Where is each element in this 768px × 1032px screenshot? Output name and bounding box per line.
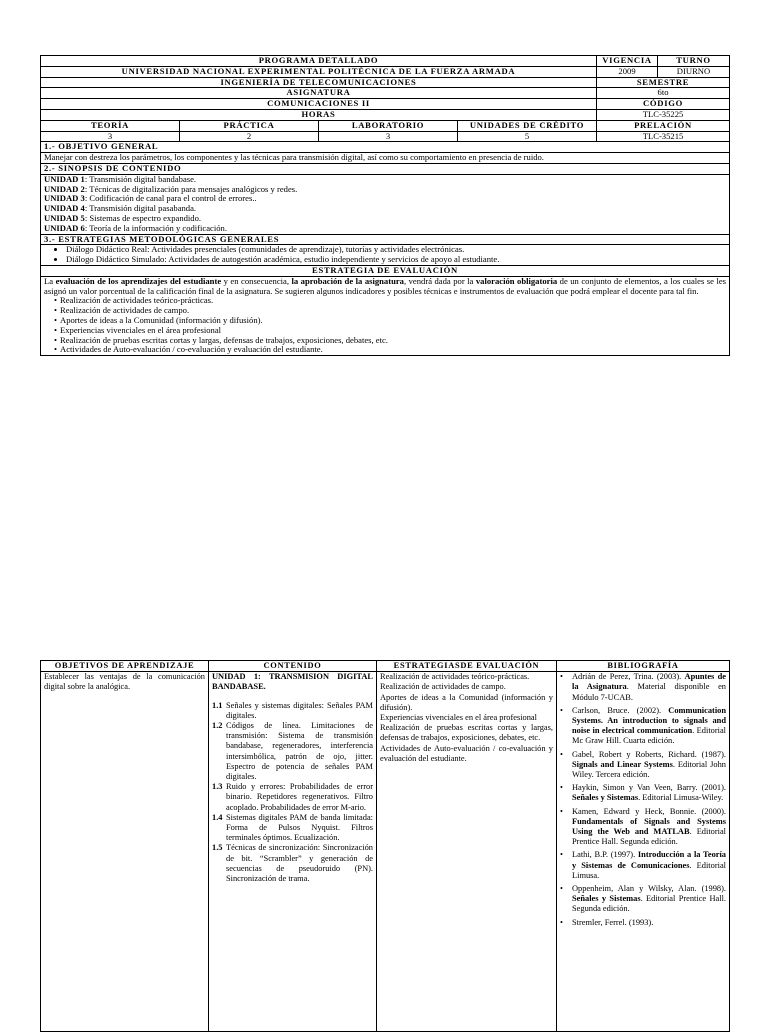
laboratorio-value: 3: [319, 131, 458, 142]
practica-label: PRÁCTICA: [180, 120, 319, 131]
subtema: 1.3 Ruido y errores: Probabilidades de error binario. Repetidores regenerativos. Filtro acoplado. Probabilidades de error M-ario.: [212, 782, 373, 812]
evaluacion-cell: [377, 672, 557, 1032]
sinopsis-unit: UNIDAD 1: Transmisión digital bandabase.: [44, 173, 197, 184]
estrategias-title: 3.- ESTRATEGIAS METODOLÓGICAS GENERALES: [41, 234, 730, 245]
bib-entry: • Haykin, Simon y Van Veen, Barry. (2001). Señales y Sistemas. Editorial Limusa-Wiley.: [560, 783, 726, 803]
subtema: 1.4 Sistemas digitales PAM de banda limitada: Forma de Pulsos Nyquist. Filtros terminales óptimos. Ecualización.: [212, 812, 373, 843]
laboratorio-label: LABORATORIO: [319, 120, 458, 131]
estrategia-item: • Diálogo Didáctico Simulado: Actividades de autogestión académica, estudio independiente y servicios de apoyo al estudiante.: [66, 255, 726, 265]
evaluacion-paragraph: La evaluación de los aprendizajes del estudiante y en consecuencia, la aprobación de la asignatura, vendrá dada por la valoración obligatoria de un conjunto de elementos, a los cuales se les asignó un valor porcentual de la calificación final de la asignatura. Se sugieren algunos indicadores y posibles técnicas e instrumentos de evaluación que podrá emplear el docente para tal fin.: [44, 275, 727, 296]
semestre-value: 6to: [597, 88, 730, 99]
col-header-evaluacion: ESTRATEGIASDE EVALUACIÓN: [377, 661, 557, 672]
asignatura-label: ASIGNATURA: [41, 88, 597, 99]
horas-label: HORAS: [41, 109, 597, 120]
prelacion-value: TLC-35215: [597, 131, 730, 142]
bib-entry: • Gabel, Robert y Roberts, Richard. (1987). Signals and Linear Systems. Editorial John Wiley. Tercera edición.: [560, 749, 726, 780]
teoria-value: 3: [41, 131, 180, 142]
evaluacion-item: • Experiencias vivenciales en el área profesional: [44, 326, 726, 336]
evaluacion-item: • Realización de actividades de campo.: [44, 306, 726, 316]
sinopsis-unit: UNIDAD 3: Codificación de canal para el control de errores..: [44, 193, 257, 204]
col-header-objetivos: OBJETIVOS DE APRENDIZAJE: [41, 661, 209, 672]
sinopsis-unit: UNIDAD 5: Sistemas de espectro expandido.: [44, 212, 202, 223]
col-header-bibliografia: BIBLIOGRAFÍA: [557, 661, 730, 672]
bib-entry: • Lathi, B.P. (1997). Introducción a la Teoría y Sistemas de Comunicaciones. Editorial Limusa.: [560, 850, 726, 880]
evaluacion-item: • Realización de actividades teórico-prácticas.: [44, 296, 726, 306]
sinopsis-title: 2.- SINOPSIS DE CONTENIDO: [41, 163, 730, 174]
subtema: 1.2 Códigos de línea. Limitaciones de transmisión: Sistema de transmisión bandabase, regeneradores, interferencia intersimbólica, patrón de ojo, jitter. Espectro de potencia de señales PAM digitales.: [212, 721, 373, 782]
evaluacion-body: [41, 276, 730, 355]
bib-entry: • Oppenheim, Alan y Wilsky, Alan. (1998). Señales y Sistemas. Editorial Prentice Hall. Segunda edición.: [560, 884, 726, 914]
semestre-label: SEMESTRE: [597, 77, 730, 88]
bib-entry: • Kamen, Edward y Heck, Bonnie. (2000). Fundamentals of Signals and Systems Using the Web and MATLAB. Editorial Prentice Hall. Segunda edición.: [560, 806, 726, 847]
turno-value: DIURNO: [658, 66, 730, 77]
objetivo-text: Manejar con destreza los parámetros, los componentes y las técnicas para transmisión digital, así como su comportamiento en presencia de ruido.: [41, 153, 730, 164]
objetivo-title: 1.- OBJETIVO GENERAL: [41, 142, 730, 153]
bibliografia-cell: [557, 672, 730, 1032]
evaluacion-line: Actividades de Auto-evaluación / co-evaluación y evaluación del estudiante.: [380, 743, 553, 763]
contenido-cell: [209, 672, 377, 1032]
turno-label: TURNO: [658, 56, 730, 67]
programa-title: PROGRAMA DETALLADO: [41, 56, 597, 67]
evaluacion-line: Realización de actividades teórico-prácticas.: [380, 672, 530, 682]
subtema: 1.1 Señales y sistemas digitales: Señales PAM digitales.: [212, 700, 373, 720]
evaluacion-item: • Actividades de Auto-evaluación / co-evaluación y evaluación del estudiante.: [44, 345, 726, 355]
vigencia-label: VIGENCIA: [597, 56, 658, 67]
programa-table: [40, 55, 730, 356]
unidad-title: UNIDAD 1: TRANSMISION DIGITAL BANDABASE.: [212, 672, 373, 692]
vigencia-value: 2009: [597, 66, 658, 77]
objetivo-cell: Establecer las ventajas de la comunicación digital sobre la analógica.: [41, 672, 209, 1032]
evaluacion-item: • Aportes de ideas a la Comunidad (información y difusión).: [44, 316, 726, 326]
estrategia-item: • Diálogo Didáctico Real: Actividades presenciales (comunidades de aprendizaje), tutorías y actividades electrónicas.: [66, 245, 726, 255]
bib-entry: • Adrián de Perez, Trina. (2003). Apuntes de la Asignatura. Material disponible en Módulo 7-UCAB.: [560, 672, 726, 702]
evaluacion-line: Realización de pruebas escritas cortas y largas, defensas de trabajos, exposiciones, debates, etc.: [380, 723, 553, 743]
evaluacion-line: Realización de actividades de campo.: [380, 682, 506, 692]
codigo-label: CÓDIGO: [597, 99, 730, 110]
uc-value: 5: [458, 131, 597, 142]
bib-entry: • Carlson, Bruce. (2002). Communication Systems. An introduction to signals and noise in electrical communication. Editorial Mc Graw Hill. Cuarta edición.: [560, 705, 726, 746]
codigo-value: TLC-35225: [597, 109, 730, 120]
sinopsis-unit: UNIDAD 4: Transmisión digital pasabanda.: [44, 203, 197, 214]
prelacion-label: PRELACIÓN: [597, 120, 730, 131]
evaluacion-item: • Realización de pruebas escritas cortas y largas, defensas de trabajos, exposiciones, debates, etc.: [44, 336, 726, 346]
detalle-table: [40, 660, 730, 1032]
teoria-label: TEORÍA: [41, 120, 180, 131]
bib-entry: • Stremler, Ferrel. (1993).: [560, 917, 654, 927]
uc-label: UNIDADES DE CRÉDITO: [458, 120, 597, 131]
evaluacion-line: Aportes de ideas a la Comunidad (información y difusión).: [380, 692, 553, 712]
col-header-contenido: CONTENIDO: [209, 661, 377, 672]
asignatura-name: COMUNICACIONES II: [41, 99, 597, 110]
sinopsis-list: [41, 174, 730, 234]
subtema: 1.5 Técnicas de sincronización: Sincronización de bit. “Scrambler” y generación de secuencias de pseudoruido (PN). Sincronización de trama.: [212, 843, 373, 884]
estrategias-list: [41, 245, 730, 266]
practica-value: 2: [180, 131, 319, 142]
sinopsis-unit: UNIDAD 6: Teoría de la información y codificación.: [44, 222, 228, 233]
carrera-name: INGENIERÍA DE TELECOMUNICACIONES: [41, 77, 597, 88]
sinopsis-unit: UNIDAD 2: Técnicas de digitalización para mensajes analógicos y redes.: [44, 183, 298, 194]
universidad-name: UNIVERSIDAD NACIONAL EXPERIMENTAL POLITÉCNICA DE LA FUERZA ARMADA: [41, 66, 597, 77]
evaluacion-line: Experiencias vivenciales en el área profesional: [380, 713, 537, 723]
evaluacion-title: ESTRATEGIA DE EVALUACIÓN: [41, 265, 730, 276]
